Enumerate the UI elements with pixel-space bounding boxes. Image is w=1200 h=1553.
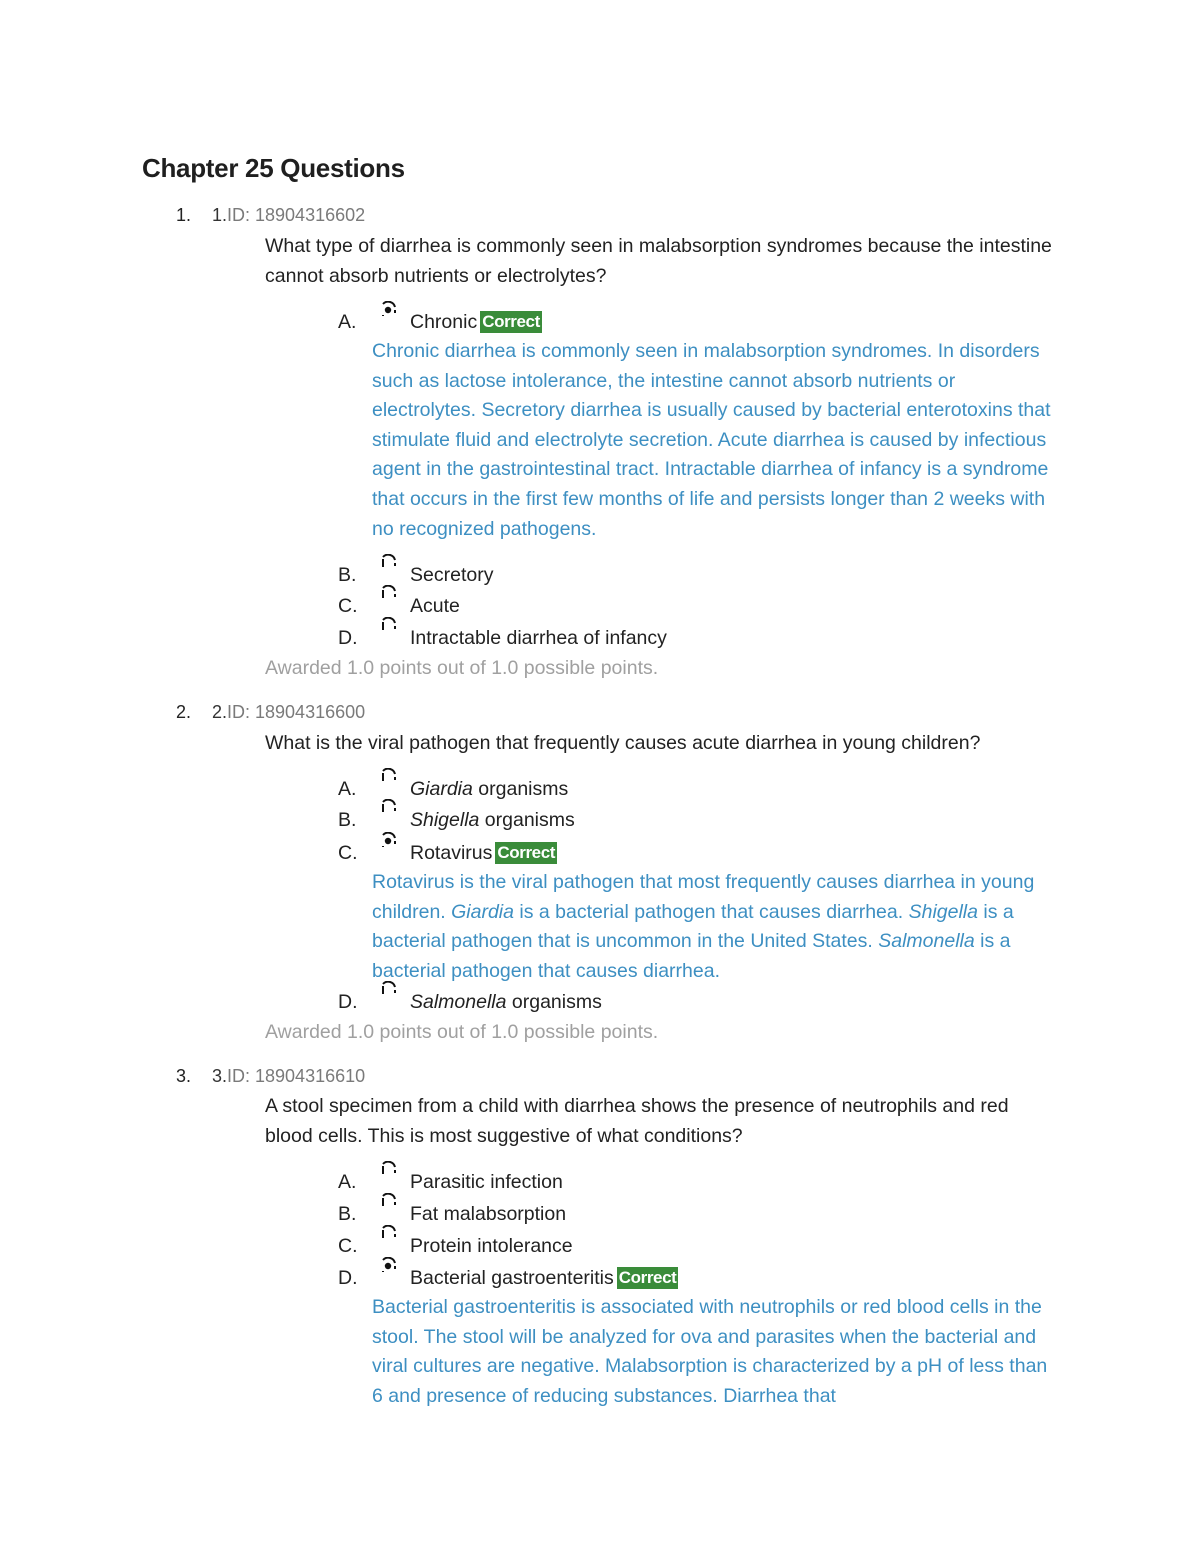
question-2-option-d[interactable] [338, 987, 602, 1017]
question-inner-number: 2. [212, 702, 228, 722]
rationale-text: is a bacterial pathogen that causes diarrhea. [372, 930, 1011, 982]
question-2-option-b[interactable] [338, 805, 575, 835]
radio-unselected-icon[interactable] [379, 981, 399, 1001]
question-1-option-a[interactable] [338, 307, 540, 337]
correct-badge: Correct [482, 312, 540, 331]
question-2-awarded-points: Awarded 1.0 points out of 1.0 possible points. [265, 1021, 659, 1043]
option-label: Bacterial gastroenteritis [410, 1267, 614, 1289]
question-3-rationale: Bacterial gastroenteritis is associated with neutrophils or red blood cells in the stool. The stool will be analyzed for ova and parasites when the bacterial and viral cultures are negative. Malabsorption is characterized by a pH of less than 6 and presence of reducing substances. Diarrhea that [372, 1296, 1048, 1407]
question-number: 1. [176, 205, 192, 225]
question-2-rationale [372, 868, 1062, 986]
option-letter: C. [338, 595, 358, 617]
option-label-italic: Giardia [410, 778, 473, 800]
rationale-text: is a bacterial pathogen that causes diarrhea. [514, 900, 909, 923]
question-3-text: A stool specimen from a child with diarrhea shows the presence of neutrophils and red blood cells. This is most suggestive of what conditions? [265, 1095, 1009, 1147]
question-inner-number: 1. [212, 205, 228, 225]
radio-selected-icon[interactable] [379, 1257, 399, 1277]
question-2-text: What is the viral pathogen that frequently causes acute diarrhea in young children? [265, 732, 981, 754]
option-letter: B. [338, 1203, 357, 1225]
rationale-text: is a bacterial pathogen that is uncommon in the United States. [372, 900, 1014, 953]
question-1-option-d[interactable] [338, 623, 667, 653]
radio-selected-icon[interactable] [379, 301, 399, 321]
question-1-rationale: Chronic diarrhea is commonly seen in malabsorption syndromes. In disorders such as lactose intolerance, the intestine cannot absorb nutrients or electrolytes. Secretory diarrhea is usually caused by bacterial enterotoxins that stimulate fluid and electrolyte secretion. Acute diarrhea is caused by infectious agent in the gastrointestinal tract. Intractable diarrhea of infancy is a syndrome that occurs in the first few months of life and persists longer than 2 weeks with no recognized pathogens. [372, 340, 1051, 540]
radio-unselected-icon[interactable] [379, 1193, 399, 1213]
option-label: Parasitic infection [410, 1171, 563, 1193]
question-id: ID: 18904316610 [227, 1066, 366, 1086]
question-2-option-c[interactable] [338, 838, 556, 868]
option-label [410, 774, 568, 804]
option-label-italic: Shigella [410, 809, 480, 831]
question-3-option-d[interactable] [338, 1263, 677, 1293]
option-label: Fat malabsorption [410, 1203, 567, 1225]
question-1-text: What type of diarrhea is commonly seen in malabsorption syndromes because the intestine cannot absorb nutrients or electrolytes? [265, 235, 1052, 287]
option-label-rest: organisms [506, 991, 602, 1013]
rationale-italic: Salmonella [878, 930, 975, 953]
radio-unselected-icon[interactable] [379, 617, 399, 637]
option-letter: A. [338, 778, 357, 800]
question-id: ID: 18904316600 [227, 702, 366, 722]
option-letter: A. [338, 1171, 357, 1193]
correct-badge: Correct [618, 1268, 677, 1287]
option-label-rest: organisms [479, 809, 575, 831]
option-letter: B. [338, 809, 357, 831]
question-1-awarded-points: Awarded 1.0 points out of 1.0 possible points. [265, 657, 659, 679]
option-letter: A. [338, 311, 357, 333]
question-2-header [176, 702, 365, 723]
question-id: ID: 18904316602 [227, 205, 366, 225]
option-label: Rotavirus [410, 842, 493, 864]
question-1-header [176, 205, 365, 226]
option-label-rest: organisms [472, 778, 569, 800]
option-label: Protein intolerance [410, 1235, 573, 1257]
radio-unselected-icon[interactable] [379, 1225, 399, 1245]
radio-unselected-icon[interactable] [379, 1161, 399, 1181]
rationale-italic: Shigella [908, 900, 978, 923]
radio-selected-icon[interactable] [379, 832, 399, 852]
option-letter: D. [338, 1267, 358, 1289]
question-number: 3. [176, 1066, 192, 1086]
option-label: Chronic [410, 311, 478, 333]
option-label [410, 805, 575, 835]
radio-unselected-icon[interactable] [379, 585, 399, 605]
option-letter: D. [338, 627, 358, 649]
option-label: Intractable diarrhea of infancy [410, 627, 667, 649]
rationale-text: Rotavirus is the viral pathogen that most frequently causes diarrhea in young children. [372, 871, 1035, 923]
option-label [410, 987, 602, 1017]
radio-unselected-icon[interactable] [379, 799, 399, 819]
option-letter: D. [338, 991, 358, 1013]
option-label: Secretory [410, 564, 494, 586]
question-inner-number: 3. [212, 1066, 228, 1086]
radio-unselected-icon[interactable] [379, 768, 399, 788]
option-letter: B. [338, 564, 357, 586]
option-label: Acute [410, 595, 460, 617]
question-number: 2. [176, 702, 192, 722]
option-letter: C. [338, 842, 358, 864]
option-letter: C. [338, 1235, 358, 1257]
rationale-italic: Giardia [451, 900, 514, 923]
option-label-italic: Salmonella [410, 991, 507, 1013]
radio-unselected-icon[interactable] [379, 554, 399, 574]
question-3-header [176, 1066, 365, 1087]
correct-badge: Correct [497, 843, 556, 862]
page-title: Chapter 25 Questions [142, 153, 405, 183]
